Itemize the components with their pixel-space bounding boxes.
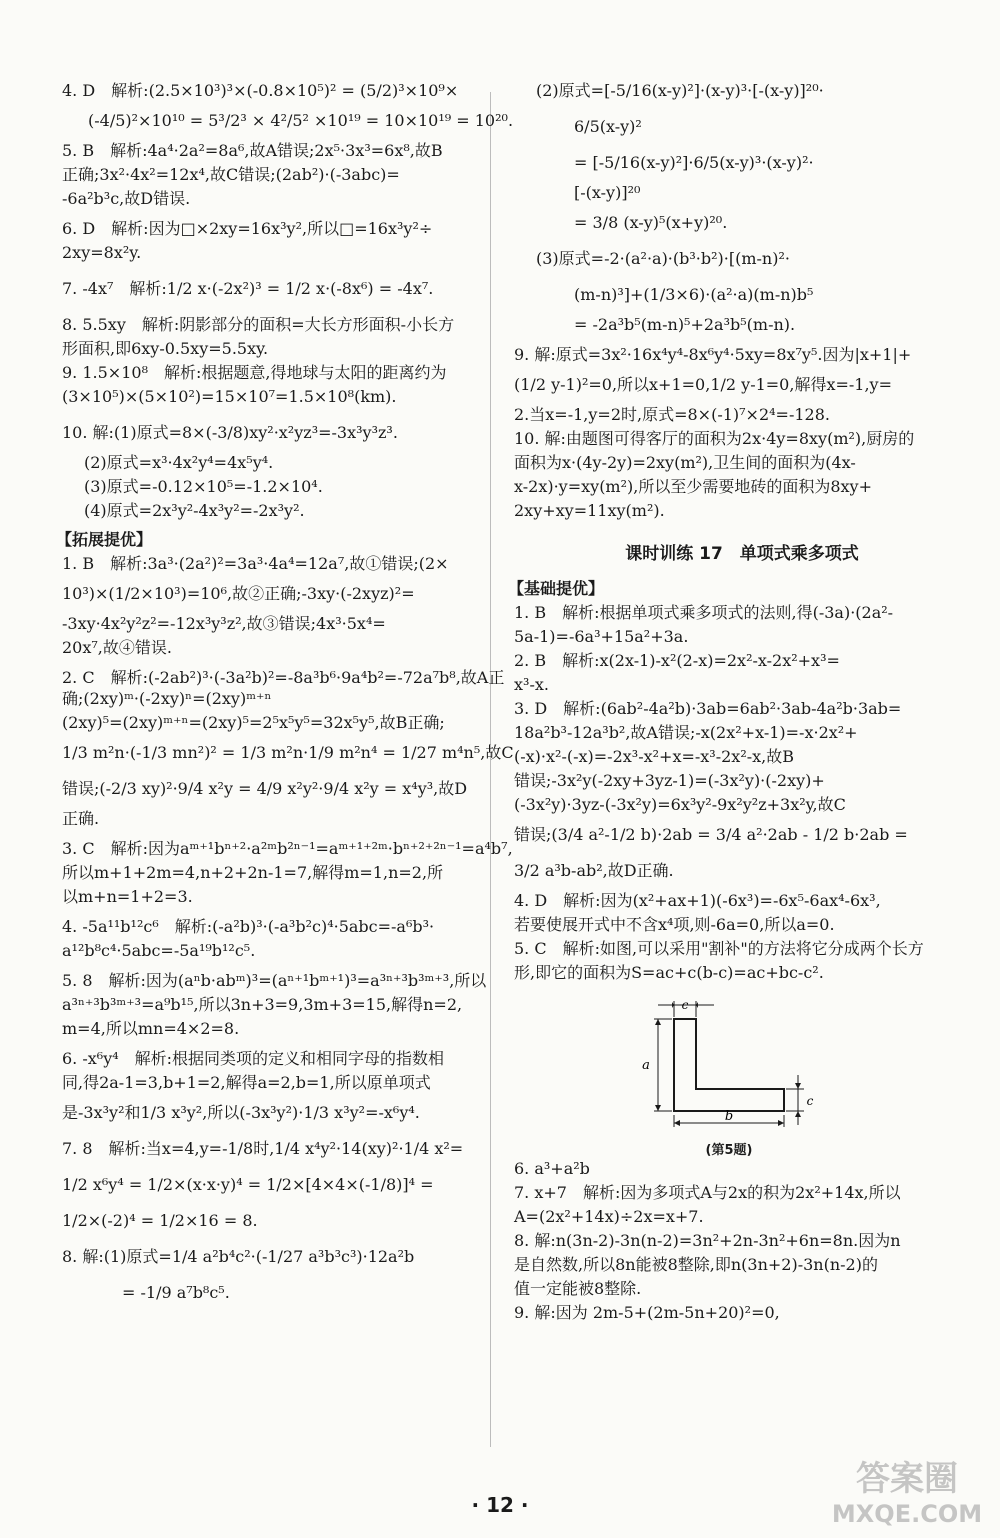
l-shape-figure xyxy=(634,999,824,1158)
answer-line: 5. 8 解析:因为(aⁿb·abᵐ)³=(aⁿ⁺¹bᵐ⁺¹)³=a³ⁿ⁺³b³ᵐ⁺³,所以 xyxy=(62,971,487,990)
section-header-basic: 【基础提优】 xyxy=(508,579,605,598)
answer-line: m=4,所以mn=4×2=8. xyxy=(62,1019,240,1038)
answer-line: 5a-1)=-6a³+15a²+3a. xyxy=(514,627,689,646)
answer-line: (2)原式=[-5/16(x-y)²]·(x-y)³·[-(x-y)]²⁰· xyxy=(536,81,824,100)
answer-line: 1/2×(-2)⁴ = 1/2×16 = 8. xyxy=(62,1211,258,1230)
answer-line: 8. 解:n(3n-2)-3n(n-2)=3n²+2n-3n²+6n=8n.因为n xyxy=(514,1231,901,1250)
answer-line: 5. B 解析:4a⁴·2a²=8a⁶,故A错误;2x⁵·3x³=6x⁸,故B xyxy=(62,141,443,160)
answer-line: 4. -5a¹¹b¹²c⁶ 解析:(-a²b)³·(-a³b²c)⁴·5abc=-a⁶b³· xyxy=(62,917,435,936)
answer-line: a³ⁿ⁺³b³ᵐ⁺³=a⁹b¹⁵,所以3n+3=9,3m+3=15,解得n=2, xyxy=(62,995,463,1014)
answer-line: 以m+n=1+2=3. xyxy=(62,887,193,906)
answer-line: a¹²b⁸c⁴·5abc=-5a¹⁹b¹²c⁵. xyxy=(62,941,256,960)
answer-line: 是自然数,所以8n能被8整除,即n(3n+2)-3n(n-2)的 xyxy=(514,1255,878,1274)
answer-line: 1. B 解析:3a³·(2a²)²=3a³·4a⁴=12a⁷,故①错误;(2× xyxy=(62,554,449,573)
answer-line: 3. D 解析:(6ab²-4a²b)·3ab=6ab²·3ab-4a²b·3ab= xyxy=(514,699,902,718)
answer-line: 6. a³+a²b xyxy=(514,1159,590,1178)
answer-line: (-3x²y)·3yz-(-3x²y)=6x³y²-9x²y²z+3x²y,故C xyxy=(514,795,846,814)
answer-line: 7. 8 解析:当x=4,y=-1/8时,1/4 x⁴y²·14(xy)²·1/4 x²= xyxy=(62,1139,464,1158)
answer-line: (3)原式=-2·(a²·a)·(b³·b²)·[(m-n)²· xyxy=(536,249,790,268)
answer-line: 同,得2a-1=3,b+1=2,解得a=2,b=1,所以原单项式 xyxy=(62,1073,431,1092)
answer-line: (2xy)⁵=(2xy)ᵐ⁺ⁿ=(2xy)⁵=2⁵x⁵y⁵=32x⁵y⁵,故B正确; xyxy=(62,713,445,732)
answer-line: 7. x+7 解析:因为多项式A与2x的积为2x²+14x,所以 xyxy=(514,1183,901,1202)
answer-line: 5. C 解析:如图,可以采用"割补"的方法将它分成两个长方 xyxy=(514,939,924,958)
answer-line: 若要使展开式中不含x⁴项,则-6a=0,所以a=0. xyxy=(514,915,835,934)
label-b: b xyxy=(724,1109,734,1124)
answer-line: 1/3 m²n·(-1/3 mn²)² = 1/3 m²n·1/9 m²n⁴ = 1/27 m⁴n⁵,故C xyxy=(62,743,514,762)
answer-line: = -2a³b⁵(m-n)⁵+2a³b⁵(m-n). xyxy=(574,315,796,334)
answer-line: 6/5(x-y)² xyxy=(574,117,642,136)
answer-line: 正确;3x²·4x²=12x⁴,故C错误;(2ab²)·(-3abc)= xyxy=(62,165,400,184)
answer-line: 2. B 解析:x(2x-1)-x²(2-x)=2x²-x-2x²+x³= xyxy=(514,651,840,670)
answer-line: 8. 解:(1)原式=1/4 a²b⁴c²·(-1/27 a³b³c³)·12a²b xyxy=(62,1247,415,1266)
answer-line: 错误;(-2/3 xy)²·9/4 x²y = 4/9 x²y²·9/4 x²y = x⁴y³,故D xyxy=(62,779,468,798)
answer-line: 9. 1.5×10⁸ 解析:根据题意,得地球与太阳的距离约为 xyxy=(62,363,447,382)
answer-line: 所以m+1+2m=4,n+2+2n-1=7,解得m=1,n=2,所 xyxy=(62,863,444,882)
answer-line: (3×10⁵)×(5×10²)=15×10⁷=1.5×10⁸(km). xyxy=(62,387,397,406)
answer-line: 4. D 解析:(2.5×10³)³×(-0.8×10⁵)² = (5/2)³×10⁹× xyxy=(62,81,459,100)
answer-line: 面积为x·(4y-2y)=2xy(m²),卫生间的面积为(4x- xyxy=(514,453,856,472)
answer-line: (2)原式=x³·4x²y⁴=4x⁵y⁴. xyxy=(84,453,274,472)
answer-line: 7. -4x⁷ 解析:1/2 x·(-2x²)³ = 1/2 x·(-8x⁶) = -4x⁷. xyxy=(62,279,434,298)
answer-line: 2. C 解析:(-2ab²)³·(-3a²b)²=-8a³b⁶·9a⁴b²=-72a⁷b⁸,故A正确;(2xy)ᵐ·(-2xy)ⁿ=(2xy)ᵐ⁺ⁿ xyxy=(62,668,505,708)
answer-line: (1/2 y-1)²=0,所以x+1=0,1/2 y-1=0,解得x=-1,y= xyxy=(514,375,892,394)
right-column xyxy=(508,80,970,1323)
answer-line: 形,即它的面积为S=ac+c(b-c)=ac+bc-c². xyxy=(514,963,824,982)
answer-line: 1. B 解析:根据单项式乘多项式的法则,得(-3a)·(2a²- xyxy=(514,603,894,622)
watermark-text: 答案圈 xyxy=(856,1459,958,1499)
answer-line: 值一定能被8整除. xyxy=(514,1279,642,1298)
figure-caption: (第5题) xyxy=(705,1143,753,1158)
answer-line: = [-5/16(x-y)²]·6/5(x-y)³·(x-y)²· xyxy=(574,153,814,172)
answer-line: 10. 解:由题图可得客厅的面积为2x·4y=8xy(m²),厨房的 xyxy=(514,429,915,448)
answer-line: 2xy+xy=11xy(m²). xyxy=(514,501,665,520)
answer-line: (4)原式=2x³y²-4x³y²=-2x³y². xyxy=(84,501,305,520)
answer-line: x-2x)·y=xy(m²),所以至少需要地砖的面积为8xy+ xyxy=(514,477,872,496)
answer-line: 3. C 解析:因为aᵐ⁺¹bⁿ⁺²·a²ᵐb²ⁿ⁻¹=aᵐ⁺¹⁺²ᵐ·bⁿ⁺²⁺²ⁿ⁻¹=a⁴b⁷, xyxy=(62,839,513,858)
answer-line: 2.当x=-1,y=2时,原式=8×(-1)⁷×2⁴=-128. xyxy=(514,405,830,424)
answer-line: = -1/9 a⁷b⁸c⁵. xyxy=(122,1283,230,1302)
answer-line: 9. 解:原式=3x²·16x⁴y⁴-8x⁶y⁴·5xy=8x⁷y⁵.因为|x+1|+ xyxy=(514,345,912,364)
answer-line: (-4/5)²×10¹⁰ = 5³/2³ × 4²/5² ×10¹⁹ = 10×10¹⁹ = 10²⁰. xyxy=(88,111,514,130)
label-c-side: c xyxy=(806,1094,814,1108)
watermark-logo xyxy=(832,1448,982,1530)
answer-line: 错误;-3x²y(-2xy+3yz-1)=(-3x²y)·(-2xy)+ xyxy=(514,771,825,790)
answer-line: = 3/8 (x-y)⁵(x+y)²⁰. xyxy=(574,213,728,232)
answer-line: 是-3x³y²和1/3 x³y²,所以(-3x³y²)·1/3 x³y²=-x⁶y⁴. xyxy=(62,1103,420,1122)
answer-line: A=(2x²+14x)÷2x=x+7. xyxy=(514,1207,704,1226)
answer-line: 10. 解:(1)原式=8×(-3/8)xy²·x²yz³=-3x³y³z³. xyxy=(62,423,398,442)
left-column xyxy=(56,80,518,1303)
answer-line: 9. 解:因为 2m-5+(2m-5n+20)²=0, xyxy=(514,1303,780,1322)
answer-line: (3)原式=-0.12×10⁵=-1.2×10⁴. xyxy=(84,477,323,496)
answer-line: 错误;(3/4 a²-1/2 b)·2ab = 3/4 a²·2ab - 1/2 b·2ab = xyxy=(514,825,908,844)
answer-line: -6a²b³c,故D错误. xyxy=(62,189,191,208)
answer-line: [-(x-y)]²⁰ xyxy=(574,183,641,202)
l-shape-diagram xyxy=(634,999,824,1129)
page-number: · 12 · xyxy=(471,1493,529,1517)
answer-line: 正确. xyxy=(62,809,100,828)
lesson-heading: 课时训练 17 单项式乘多项式 xyxy=(625,544,859,564)
answer-line: 8. 5.5xy 解析:阴影部分的面积=大长方形面积-小长方 xyxy=(62,315,455,334)
section-header-extension: 【拓展提优】 xyxy=(56,530,153,549)
answer-line: 20x⁷,故④错误. xyxy=(62,638,172,657)
label-c-top: c xyxy=(681,999,689,1012)
watermark-url: MXQE.COM xyxy=(832,1500,982,1528)
answer-line: x³-x. xyxy=(514,675,549,694)
answer-line: (-x)·x²-(-x)=-2x³-x²+x=-x³-2x²-x,故B xyxy=(514,747,795,766)
answer-line: 6. D 解析:因为□×2xy=16x³y²,所以□=16x³y²÷ xyxy=(62,219,433,238)
answer-line: 4. D 解析:因为(x²+ax+1)(-6x³)=-6x⁵-6ax⁴-6x³, xyxy=(514,891,881,910)
answer-line: 3/2 a³b-ab²,故D正确. xyxy=(514,861,674,880)
answer-line: 2xy=8x²y. xyxy=(62,243,142,262)
answer-line: 6. -x⁶y⁴ 解析:根据同类项的定义和相同字母的指数相 xyxy=(62,1049,445,1068)
answer-line: (m-n)³]+(1/3×6)·(a²·a)(m-n)b⁵ xyxy=(574,285,814,304)
label-a: a xyxy=(642,1058,650,1073)
answer-line: 1/2 x⁶y⁴ = 1/2×(x·x·y)⁴ = 1/2×[4×4×(-1/8)]⁴ = xyxy=(62,1175,434,1194)
answer-line: -3xy·4x²y²z²=-12x³y³z²,故③错误;4x³·5x⁴= xyxy=(62,614,386,633)
answer-line: 18a²b³-12a³b²,故A错误;-x(2x²+x-1)=-x·2x²+ xyxy=(514,723,858,742)
answer-line: 形面积,即6xy-0.5xy=5.5xy. xyxy=(62,339,269,358)
answer-line: 10³)×(1/2×10³)=10⁶,故②正确;-3xy·(-2xyz)²= xyxy=(62,584,415,603)
